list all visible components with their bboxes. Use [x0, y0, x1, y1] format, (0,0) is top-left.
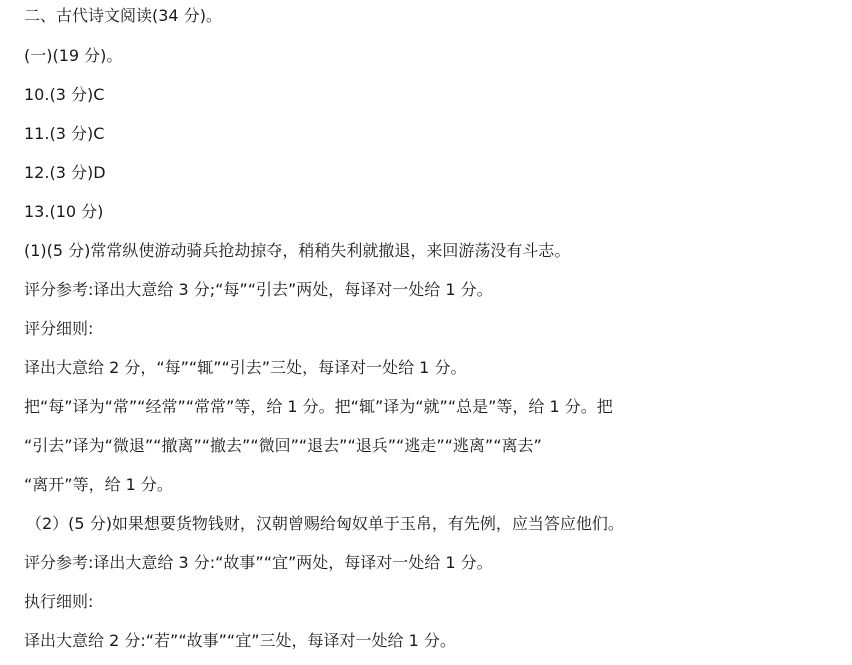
answer-10: 10.(3 分)C — [24, 85, 105, 104]
answer-12: 12.(3 分)D — [24, 163, 106, 182]
answer-13-2-translation: （2）(5 分)如果想要货物钱财，汉朝曾赐给匈奴单于玉帛，有先例，应当答应他们。 — [26, 514, 624, 533]
answer-11: 11.(3 分)C — [24, 124, 105, 143]
answer-13-1-translation: (1)(5 分)常常纵使游动骑兵抢劫掠夺，稍稍失利就撤退，来回游荡没有斗志。 — [24, 241, 571, 260]
execution-details-heading: 执行细则: — [24, 592, 94, 611]
execution-details-text: 译出大意给 2 分:“若”“故事”“宜”三处，每译对一处给 1 分。 — [24, 631, 456, 650]
scoring-reference-1: 评分参考:译出大意给 3 分;“每”“引去”两处，每译对一处给 1 分。 — [24, 280, 493, 299]
scoring-details-heading: 评分细则: — [24, 319, 94, 338]
scoring-reference-2: 评分参考:译出大意给 3 分:“故事”“宜”两处，每译对一处给 1 分。 — [24, 553, 493, 572]
answer-13-heading: 13.(10 分) — [24, 202, 104, 221]
scoring-details-line-3: “离开”等，给 1 分。 — [24, 475, 173, 494]
section-heading: 二、古代诗文阅读(34 分)。 — [24, 6, 222, 25]
scoring-details-line-1: 把“每”译为“常”“经常”“常常”等，给 1 分。把“辄”译为“就”“总是”等，给 1 分。把 — [24, 397, 613, 416]
subsection-heading: (一)(19 分)。 — [24, 46, 123, 65]
scoring-details-text: 译出大意给 2 分，“每”“辄”“引去”三处，每译对一处给 1 分。 — [24, 358, 467, 377]
scoring-details-line-2: “引去”译为“微退”“撤离”“撤去”“微回”“退去”“退兵”“逃走”“逃离”“离去” — [24, 436, 542, 455]
